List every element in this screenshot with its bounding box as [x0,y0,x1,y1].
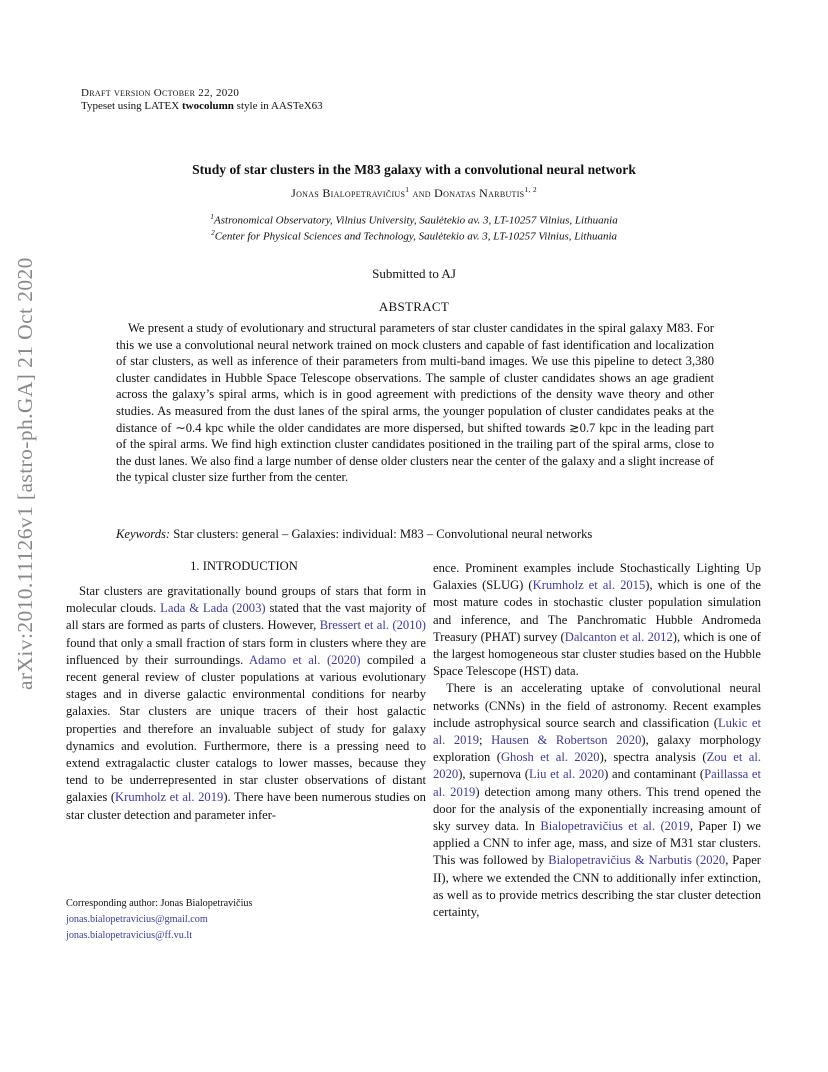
latex-logo: LATEX [144,100,180,112]
affiliation-2-text: Center for Physical Sciences and Technology, Saulėtekio av. 3, LT-10257 Vilnius, Lithuania [214,230,618,243]
keywords-list: Star clusters: general – Galaxies: individual: M83 – Convolutional neural networks [170,527,593,541]
body-text: ence. Prominent examples include Stochastically Lighting Up Galaxies (SLUG) ( [433,561,761,593]
affiliation-1 [0,212,828,227]
citation-link[interactable]: Bialopetravičius et al. (2019 [540,819,690,834]
intro-paragraph-cnn [433,680,761,921]
citation-link[interactable]: Lada & Lada (2003) [160,601,266,616]
submission-note: Submitted to AJ [372,266,456,281]
citation-link[interactable]: Lukic et al. 2019 [433,715,761,748]
citation-link[interactable]: Bialopetravičius & Narbutis (2020 [548,853,726,868]
typeset-prefix: Typeset using [81,100,145,112]
body-text: , Paper I) we applied a CNN to infer age, mass, and size of M31 star clusters. This was followed by [433,819,762,868]
email-link-vu[interactable]: jonas.bialopetravicius@ff.vu.lt [66,930,193,941]
body-text: ) and contaminant ( [604,767,705,782]
intro-left-column [66,583,426,824]
abstract-heading: ABSTRACT [378,299,450,314]
affiliation-2 [0,228,828,243]
affiliation-1-text: Astronomical Observatory, Vilnius University, Saulėtekio av. 3, LT-10257 Vilnius, Lithuania [214,214,618,227]
author-1-affiliation: 1 [405,185,410,194]
typeset-suffix: style in AASTeX63 [233,100,323,112]
keywords [116,526,716,542]
body-text: ) detection among many others. This trend opened the door for the analysis of the exponentially increasing amount of sky survey data. In [433,784,761,834]
keywords-label: Keywords: [116,527,171,541]
body-text: Star clusters are gravitationally bound groups of stars that form in molecular clouds. [66,584,426,616]
affiliation-1-number: 1 [210,212,215,221]
citation-link[interactable]: Adamo et al. (2020) [249,652,361,667]
body-text: ), supernova ( [458,767,529,782]
citation-link[interactable]: Dalcanton et al. 2012 [564,629,673,644]
body-text: stated that the vast majority of all stars are formed as parts of clusters. However, [66,601,427,633]
author-list [0,185,828,201]
body-text: ), which is one of the largest homogeneous star cluster studies based on the Hubble Space Telescope (HST) data. [433,629,761,679]
footnote-block [66,896,426,944]
corresponding-author: Corresponding author: Jonas Bialopetravičius [66,898,253,909]
author-2-affiliation: 1, 2 [524,185,537,194]
body-text: ; [479,733,492,748]
body-text: ). There have been numerous studies on star cluster detection and parameter infer- [66,790,426,822]
arxiv-identifier: arXiv:2010.11126v1 [astro-ph.GA] 21 Oct 2020 [13,257,37,690]
citation-link[interactable]: Ghosh et al. 2020 [500,750,600,765]
intro-right-column [433,560,761,921]
citation-link[interactable]: Paillassa et al. 2019 [433,767,761,799]
author-2: Donatas Narbutis [434,186,525,200]
email-link-gmail[interactable]: jonas.bialopetravicius@gmail.com [66,914,208,925]
paper-title: Study of star clusters in the M83 galaxy with a convolutional neural network [192,162,636,177]
author-and: and [409,186,435,200]
citation-link[interactable]: Liu et al. 2020 [528,767,605,782]
body-text: There is an accelerating uptake of convolutional neural networks (CNNs) in the field of astronomy. Recent examples include astrophysical source search and classification ( [433,681,761,730]
citation-link[interactable]: Krumholz et al. 2015 [532,578,646,593]
citation-link[interactable]: Bressert et al. (2010) [319,618,426,633]
typeset-style: twocolumn [181,100,234,112]
section-heading-introduction: 1. INTRODUCTION [190,559,298,573]
typeset-line [81,100,323,113]
body-text: , Paper II), where we extended the CNN to additionally infer extinction, as well as to provide metrics describing the star cluster detection certainty, [433,853,761,920]
author-1: Jonas Bialopetravičius [291,186,406,200]
body-text: found that only a small fraction of stars form in clusters where they are influenced by their surroundings. [66,635,426,667]
citation-link[interactable]: Hausen & Robertson 2020 [491,733,642,748]
body-text: ), spectra analysis ( [599,750,707,765]
draft-version-line: Draft version October 22, 2020 [81,87,240,99]
citation-link[interactable]: Krumholz et al. 2019 [115,790,224,805]
citation-link[interactable]: Zou et al. 2020 [433,750,761,782]
body-text: ), which is one of the most mature codes in stochastic cluster population simulation and inference, and The Panchromatic Hubble Andromeda Treasury (PHAT) survey ( [433,578,761,644]
body-text: ), galaxy morphology exploration ( [433,733,762,765]
body-text: compiled a recent general review of cluster populations at various evolutionary stages and in diverse galactic environmental conditions for nearby galaxies. Star clusters are unique tracers of their host galactic properties and therefore an invaluable subject of study for galaxy dynamics and evolution. Furthermore, there is a pressing need to extend extragalactic cluster catalogs to lower masses, because they tend to be underrepresented in star cluster observations of distant galaxies ( [66,652,426,805]
intro-paragraph-continuation [433,560,761,680]
abstract-text: We present a study of evolutionary and structural parameters of star cluster candidates in the spiral galaxy M83. For this we use a convolutional neural network trained on mock clusters and capable of fast identification and localization of star clusters, as well as inference of their parameters from multi-band images. We use this pipeline to detect 3,380 cluster candidates in Hubble Space Telescope observations. The sample of cluster candidates shows an age gradient across the galaxy’s spiral arms, which is in good agreement with predictions of the density wave theory and other studies. As measured from the dust lanes of the spiral arms, the younger population of cluster candidates peaks at the distance of ∼0.4 kpc while the older candidates are more dispersed, but shifted towards ≳0.7 kpc in the leading part of the spiral arms. We find high extinction cluster candidates positioned in the trailing part of the spiral arms, close to the dust lanes. We also find a large number of dense older clusters near the center of the galaxy and a slight increase of the typical cluster size further from the center. [116,321,714,485]
affiliation-2-number: 2 [210,228,215,237]
